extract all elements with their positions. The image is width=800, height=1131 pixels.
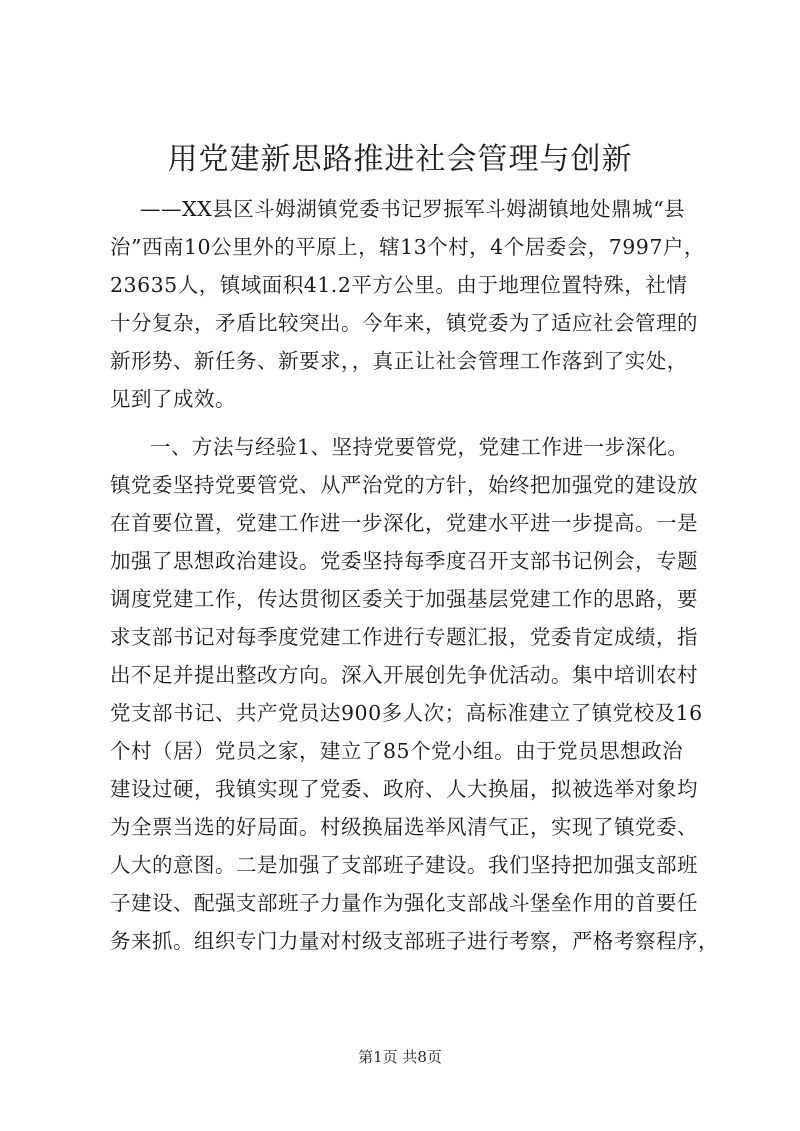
body-line: 务来抓。组织专门力量对村级支部班子进行考察，严格考察程序， [110,929,719,953]
body-line: 为全票当选的好局面。村级换届选举风清气正，实现了镇党委、 [110,815,698,839]
body-line: 在首要位置，党建工作进一步深化，党建水平进一步提高。一是 [110,511,698,535]
body-line: 新形势、新任务、新要求，，真正让社会管理工作落到了实处， [110,349,688,373]
document-title: 用党建新思路推进社会管理与创新 [167,142,633,177]
body-line: 建设过硬，我镇实现了党委、政府、人大换届，拟被选举对象均 [110,777,698,801]
body-line: 出不足并提出整改方向。深入开展创先争优活动。集中培训农村 [110,663,698,687]
body-line: 一、方法与经验1、坚持党要管党，党建工作进一步深化。 [150,435,689,459]
body-line: 求支部书记对每季度党建工作进行专题汇报，党委肯定成绩，指 [110,625,698,649]
body-line: 见到了成效。 [110,387,236,411]
body-line: 镇党委坚持党要管党、从严治党的方针，始终把加强党的建设放 [110,473,698,497]
body-line: 调度党建工作，传达贯彻区委关于加强基层党建工作的思路，要 [110,587,698,611]
body-line: 治”西南10公里外的平原上，辖13个村，4个居委会，7997户， [110,235,705,259]
body-line: 党支部书记、共产党员达900多人次；高标准建立了镇党校及16 [110,701,703,725]
body-line: 人大的意图。二是加强了支部班子建设。我们坚持把加强支部班 [110,853,698,877]
page-number: 第1页 共8页 [358,1048,442,1066]
body-line: 十分复杂，矛盾比较突出。今年来，镇党委为了适应社会管理的 [110,311,698,335]
page-footer [0,1047,800,1067]
body-line: ——XX县区斗姆湖镇党委书记罗振军斗姆湖镇地处鼎城“县 [140,197,686,221]
body-line: 23635人，镇域面积41.2平方公里。由于地理位置特殊，社情 [110,273,688,297]
document-body [110,190,719,960]
body-line: 加强了思想政治建设。党委坚持每季度召开支部书记例会，专题 [110,549,698,573]
body-line: 个村（居）党员之家，建立了85个党小组。由于党员思想政治 [110,739,684,763]
body-line: 子建设、配强支部班子力量作为强化支部战斗堡垒作用的首要任 [110,891,698,915]
